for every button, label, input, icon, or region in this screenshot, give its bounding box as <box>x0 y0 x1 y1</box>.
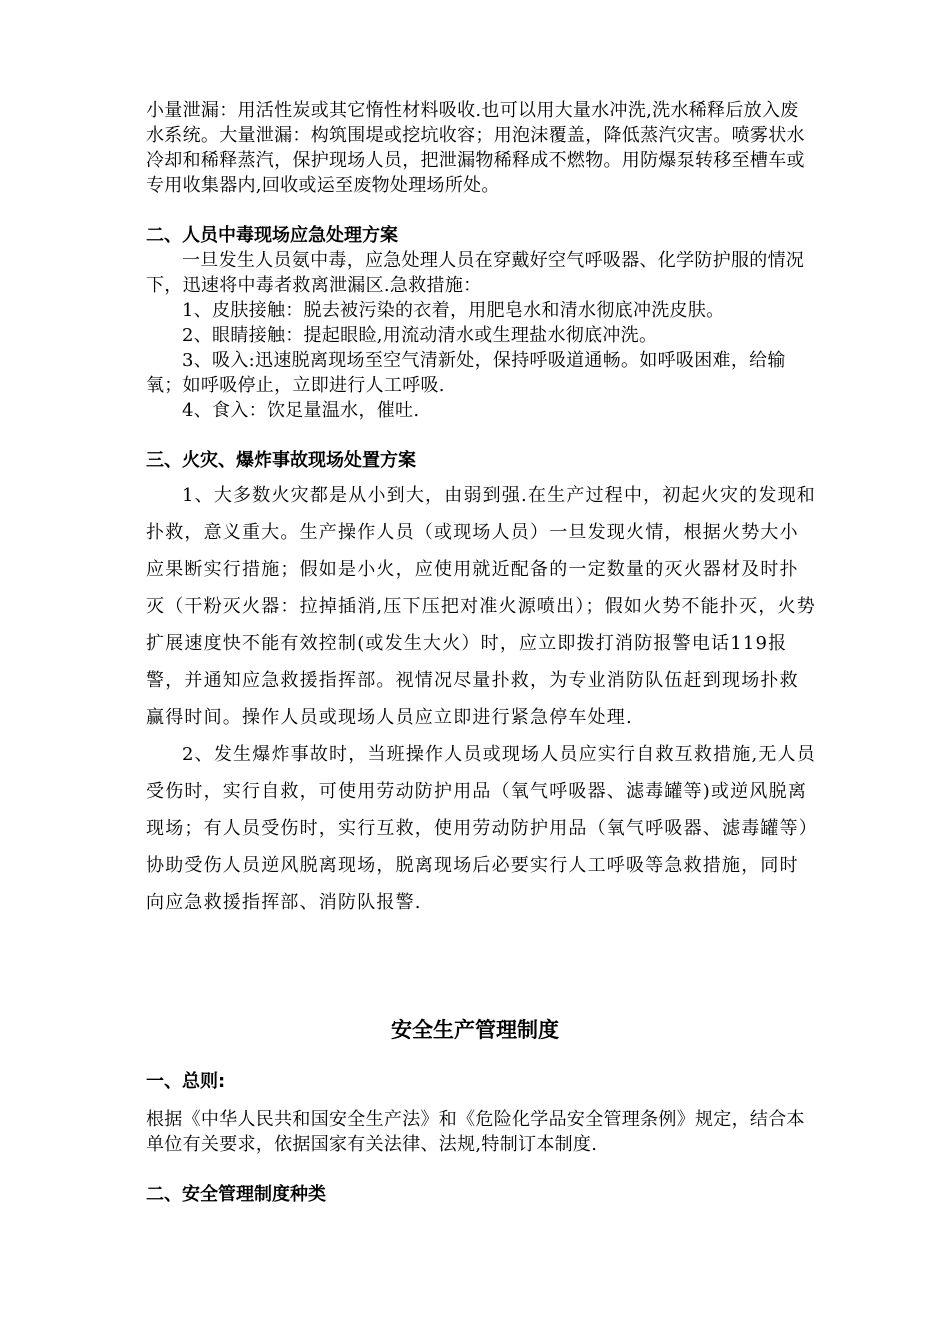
document-title: 安全生产管理制度 <box>391 1018 559 1042</box>
general-paragraph: 根据《中华人民共和国安全生产法》和《危险化学品安全管理条例》规定，结合本单位有关要求，依据国家有关法律、法规,特制订本制度. <box>146 1109 805 1155</box>
section-two-heading: 二、人员中毒现场应急处理方案 <box>146 225 398 246</box>
fire-response-paragraph: 1、大多数火灾都是从小到大，由弱到强.在生产过程中，初起火灾的发现和扑救，意义重大。生产操作人员（或现场人员）一旦发现火情，根据火势大小应果断实行措施；假如是小火，应使用就近配备的一定数量的灭火器材及时扑灭（干粉灭火器：拉掉插消,压下压把对准火源喷出）；假如火势不能扑灭，火势扩展速度快不能有效控制(或发生大火）时，应立即拨打消防报警电话119报警，并通知应急救援指挥部。视情况尽量扑救，为专业消防队伍赶到现场扑救赢得时间。操作人员或现场人员应立即进行紧急停车处理. <box>146 485 816 728</box>
first-aid-item: 1、皮肤接触：脱去被污染的衣着，用肥皂水和清水彻底冲洗皮肤。 <box>182 300 725 321</box>
spill-handling-paragraph <box>146 98 816 198</box>
general-body <box>146 1107 816 1157</box>
first-aid-item: 3、吸入:迅速脱离现场至空气清新处，保持呼吸道通畅。如呼吸困难，给输氧；如呼吸停止，立即进行人工呼吸. <box>146 350 786 396</box>
spill-handling-text: 小量泄漏：用活性炭或其它惰性材料吸收.也可以用大量水冲洗,洗水稀释后放入废水系统。大量泄漏：构筑围堤或挖坑收容；用泡沫覆盖，降低蒸汽灾害。喷雾状水冷却和稀释蒸汽，保护现场人员，把泄漏物稀释成不燃物。用防爆泵转移至槽车或专用收集器内,回收或运至废物处理场所处。 <box>146 100 805 196</box>
poisoning-intro: 一旦发生人员氨中毒，应急处理人员在穿戴好空气呼吸器、化学防护服的情况下，迅速将中毒者救离泄漏区.急救措施： <box>146 250 805 296</box>
general-heading: 一、总则: <box>146 1071 226 1092</box>
first-aid-item: 4、食入：饮足量温水，催吐. <box>182 400 420 421</box>
section-two-body <box>146 248 816 423</box>
management-types-heading: 二、安全管理制度种类 <box>146 1184 326 1205</box>
explosion-response-paragraph: 2、发生爆炸事故时，当班操作人员或现场人员应实行自救互救措施,无人员受伤时，实行自救，可使用劳动防护用品（氧气呼吸器、滤毒罐等)或逆风脱离现场；有人员受伤时，实行互救，使用劳动防护用品（氧气呼吸器、滤毒罐等）协助受伤人员逆风脱离现场，脱离现场后必要实行人工呼吸等急救措施，同时向应急救援指挥部、消防队报警. <box>146 744 816 913</box>
section-three-body <box>146 477 816 921</box>
section-three-heading: 三、火灾、爆炸事故现场处置方案 <box>146 450 416 471</box>
first-aid-item: 2、眼睛接触：提起眼睑,用流动清水或生理盐水彻底冲洗。 <box>182 325 658 346</box>
